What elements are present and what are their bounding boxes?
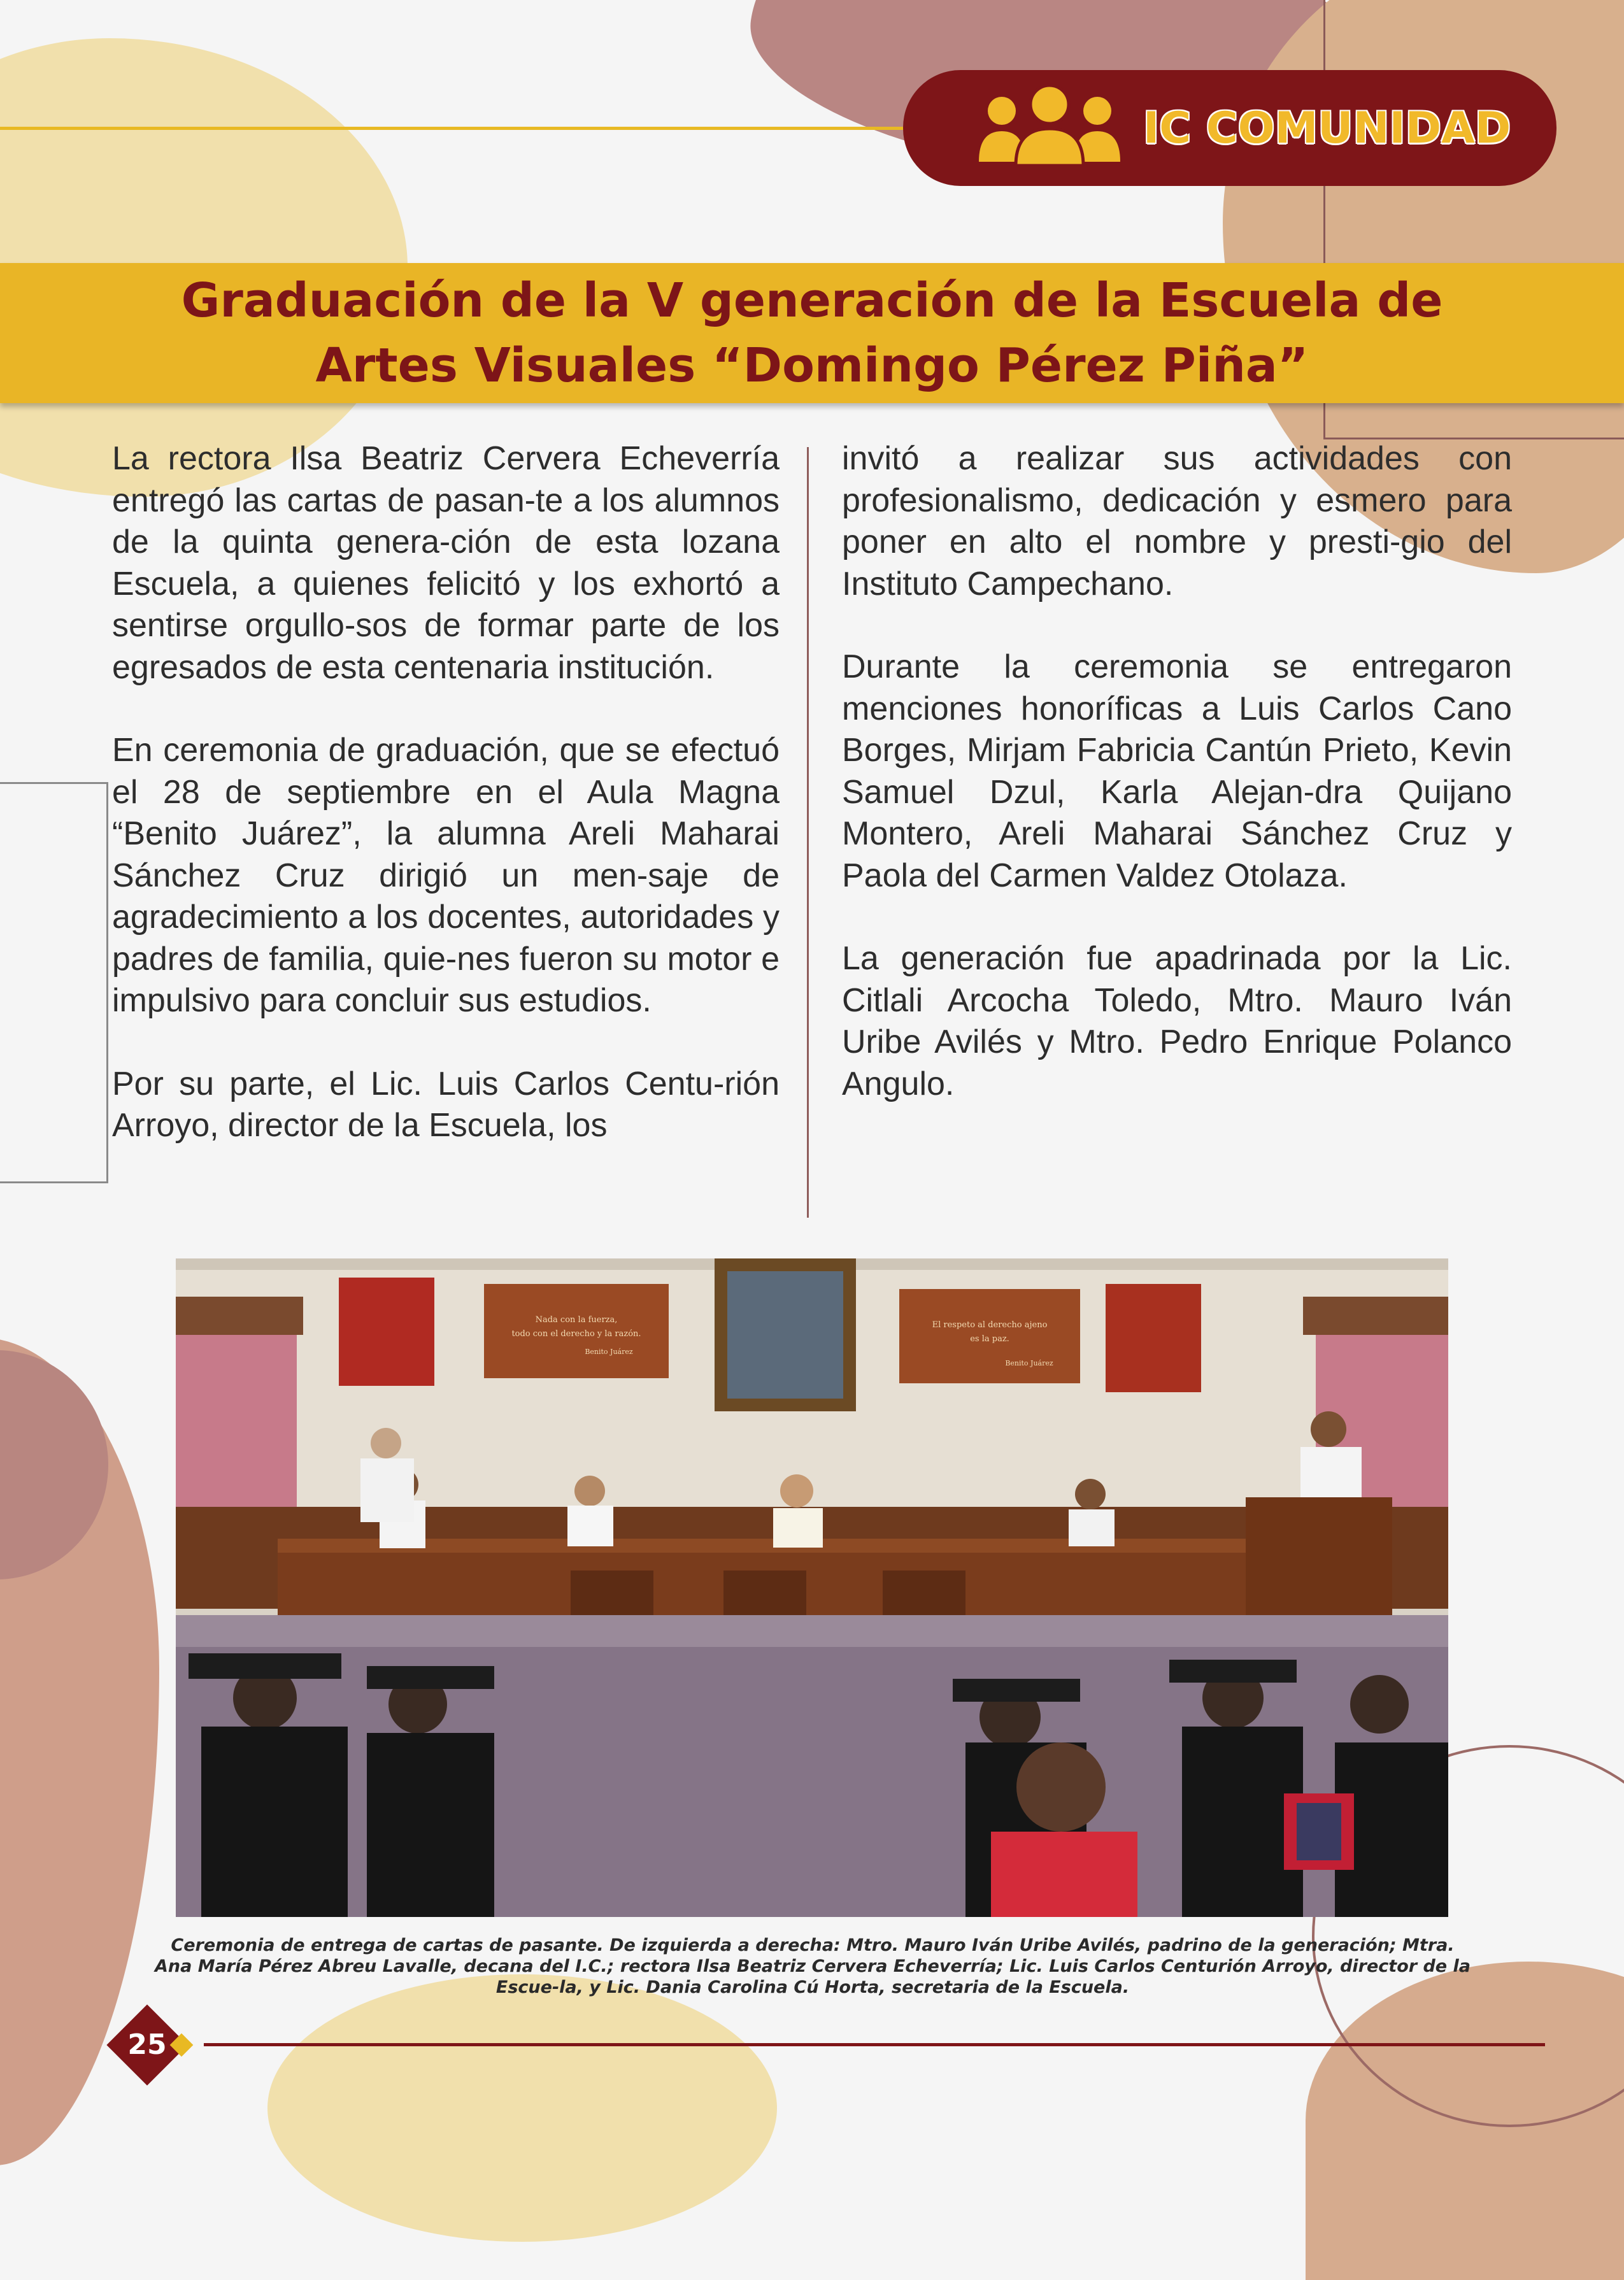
paragraph: Durante la ceremonia se entregaron menciones honoríficas a Luis Carlos Cano Borges, Mirjam Fabricia Cantún Prieto, Kevin Samuel Dzul, Karla Alejan-dra Quijano Montero, Areli Maharai Sánchez Cruz y Paola del Carmen Valdez Otolaza. xyxy=(842,648,1512,894)
people-group-icon xyxy=(970,80,1129,176)
photo-caption: Ceremonia de entrega de cartas de pasante. De izquierda a derecha: Mtro. Mauro Iván Uribe Avilés, padrino de la generación; Mtra. Ana María Pérez Abreu Lavalle, decana del I.C.; rectora Ilsa Beatriz Cervera Echeverría; Lic. Luis Carlos Centurión Arroyo, director de la Escue-la, y Lic. Dania Carolina Cú Horta, secretaria de la Escuela. xyxy=(154,1935,1471,1997)
paragraph: invitó a realizar sus actividades con profesionalismo, dedicación y esmero para poner en alto el nombre y presti-gio del Instituto Campechano. xyxy=(842,440,1512,602)
article-title xyxy=(182,268,1443,398)
section-badge xyxy=(903,70,1556,186)
svg-text:Benito Juárez: Benito Juárez xyxy=(1005,1359,1053,1367)
article-title-line-2: Artes Visuales “Domingo Pérez Piña” xyxy=(315,338,1309,393)
left-column xyxy=(112,438,780,1188)
section-label: IC COMUNIDAD xyxy=(1143,103,1511,153)
svg-text:Benito Juárez: Benito Juárez xyxy=(585,1348,633,1356)
svg-text:es la paz.: es la paz. xyxy=(970,1334,1009,1344)
paragraph: En ceremonia de graduación, que se efectuó el 28 de septiembre en el Aula Magna “Benito Juárez”, la alumna Areli Maharai Sánchez Cruz dirigió un men-saje de agradecimiento a los docentes, autoridades y padres de familia, quie-nes fueron su motor e impulsivo para concluir sus estudios. xyxy=(112,732,780,1019)
plaque-right-text: El respeto al derecho ajeno xyxy=(932,1320,1048,1330)
column-divider xyxy=(807,447,809,1218)
plaque-left-text: Nada con la fuerza, xyxy=(535,1315,618,1325)
article-title-line-1: Graduación de la V generación de la Escuela de xyxy=(181,273,1443,328)
ceremony-photo xyxy=(176,1258,1448,1917)
decorative-blob-bottom xyxy=(267,1974,777,2242)
footer-line xyxy=(204,2043,1545,2046)
paragraph: Por su parte, el Lic. Luis Carlos Centu-rión Arroyo, director de la Escuela, los xyxy=(112,1065,780,1144)
right-column xyxy=(842,438,1512,1146)
paragraph: La generación fue apadrinada por la Lic. Citlali Arcocha Toledo, Mtro. Mauro Iván Uribe Avilés y Mtro. Pedro Enrique Polanco Angulo. xyxy=(842,940,1512,1102)
svg-text:todo con el derecho y la razón: todo con el derecho y la razón. xyxy=(511,1329,641,1339)
ceremony-illustration xyxy=(176,1258,1448,1917)
paragraph: La rectora Ilsa Beatriz Cervera Echeverría entregó las cartas de pasan-te a los alumnos de la quinta genera-ción de esta lozana Escuela, a quienes felicitó y los exhortó a sentirse orgullo-sos de formar parte de los egresados de esta centenaria institución. xyxy=(112,440,780,686)
page-number: 25 xyxy=(127,2028,167,2061)
decorative-gold-line xyxy=(0,127,904,130)
title-band xyxy=(0,263,1624,403)
decorative-frame-left xyxy=(0,782,108,1183)
